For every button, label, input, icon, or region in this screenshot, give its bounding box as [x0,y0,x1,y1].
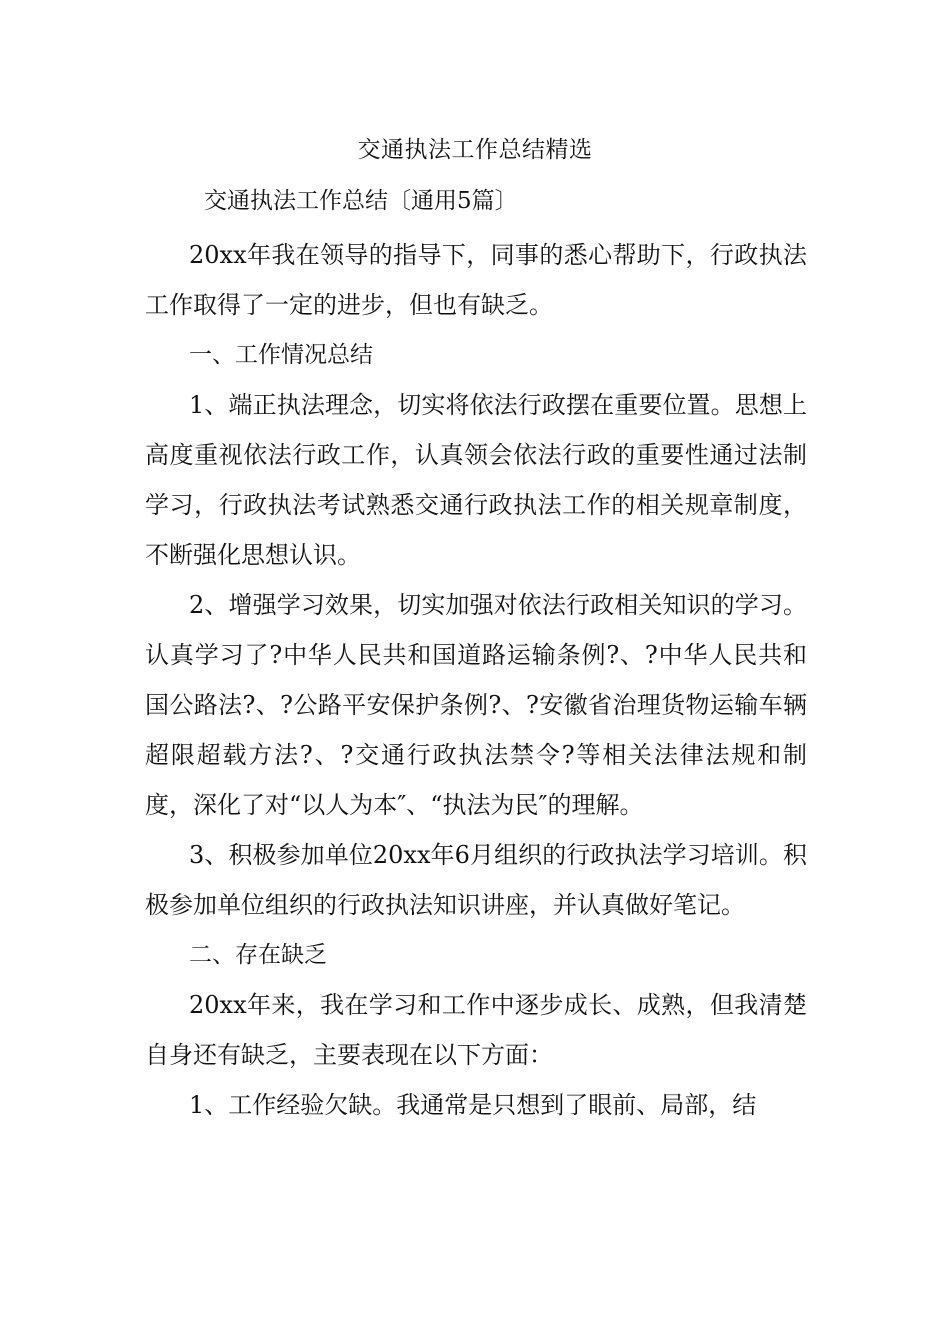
paragraph-item-2: 2、增强学习效果，切实加强对依法行政相关知识的学习。认真学习了?中华人民共和国道路运输条例?、?中华人民共和国公路法?、?公路平安保护条例?、?安徽省治理货物运输车辆超限超载方法?、?交通行政执法禁令?等相关法律法规和制度，深化了对“以人为本″、“执法为民″的理解。 [145,591,807,819]
paragraph-shortcomings-intro: 20xx年来，我在学习和工作中逐步成长、成熟，但我清楚自身还有缺乏，主要表现在以下方面： [145,991,807,1069]
document-body [145,230,807,1130]
document-subtitle: 交通执法工作总结〔通用5篇〕 [204,188,518,214]
paragraph-intro: 20xx年我在领导的指导下，同事的悉心帮助下，行政执法工作取得了一定的进步，但也有缺乏。 [145,241,807,319]
section-heading-shortcomings: 二、存在缺乏 [189,942,327,968]
paragraph-shortcoming-1: 1、工作经验欠缺。我通常是只想到了眼前、局部，结 [189,1091,757,1119]
paragraph-item-3: 3、积极参加单位20xx年6月组织的行政执法学习培训。积极参加单位组织的行政执法知识讲座，并认真做好笔记。 [145,841,807,919]
paragraph-item-1: 1、端正执法理念，切实将依法行政摆在重要位置。思想上高度重视依法行政工作，认真领会依法行政的重要性通过法制学习，行政执法考试熟悉交通行政执法工作的相关规章制度，不断强化思想认识。 [145,391,807,569]
section-heading-work-summary: 一、工作情况总结 [189,342,373,368]
document-title: 交通执法工作总结精选 [357,137,593,163]
